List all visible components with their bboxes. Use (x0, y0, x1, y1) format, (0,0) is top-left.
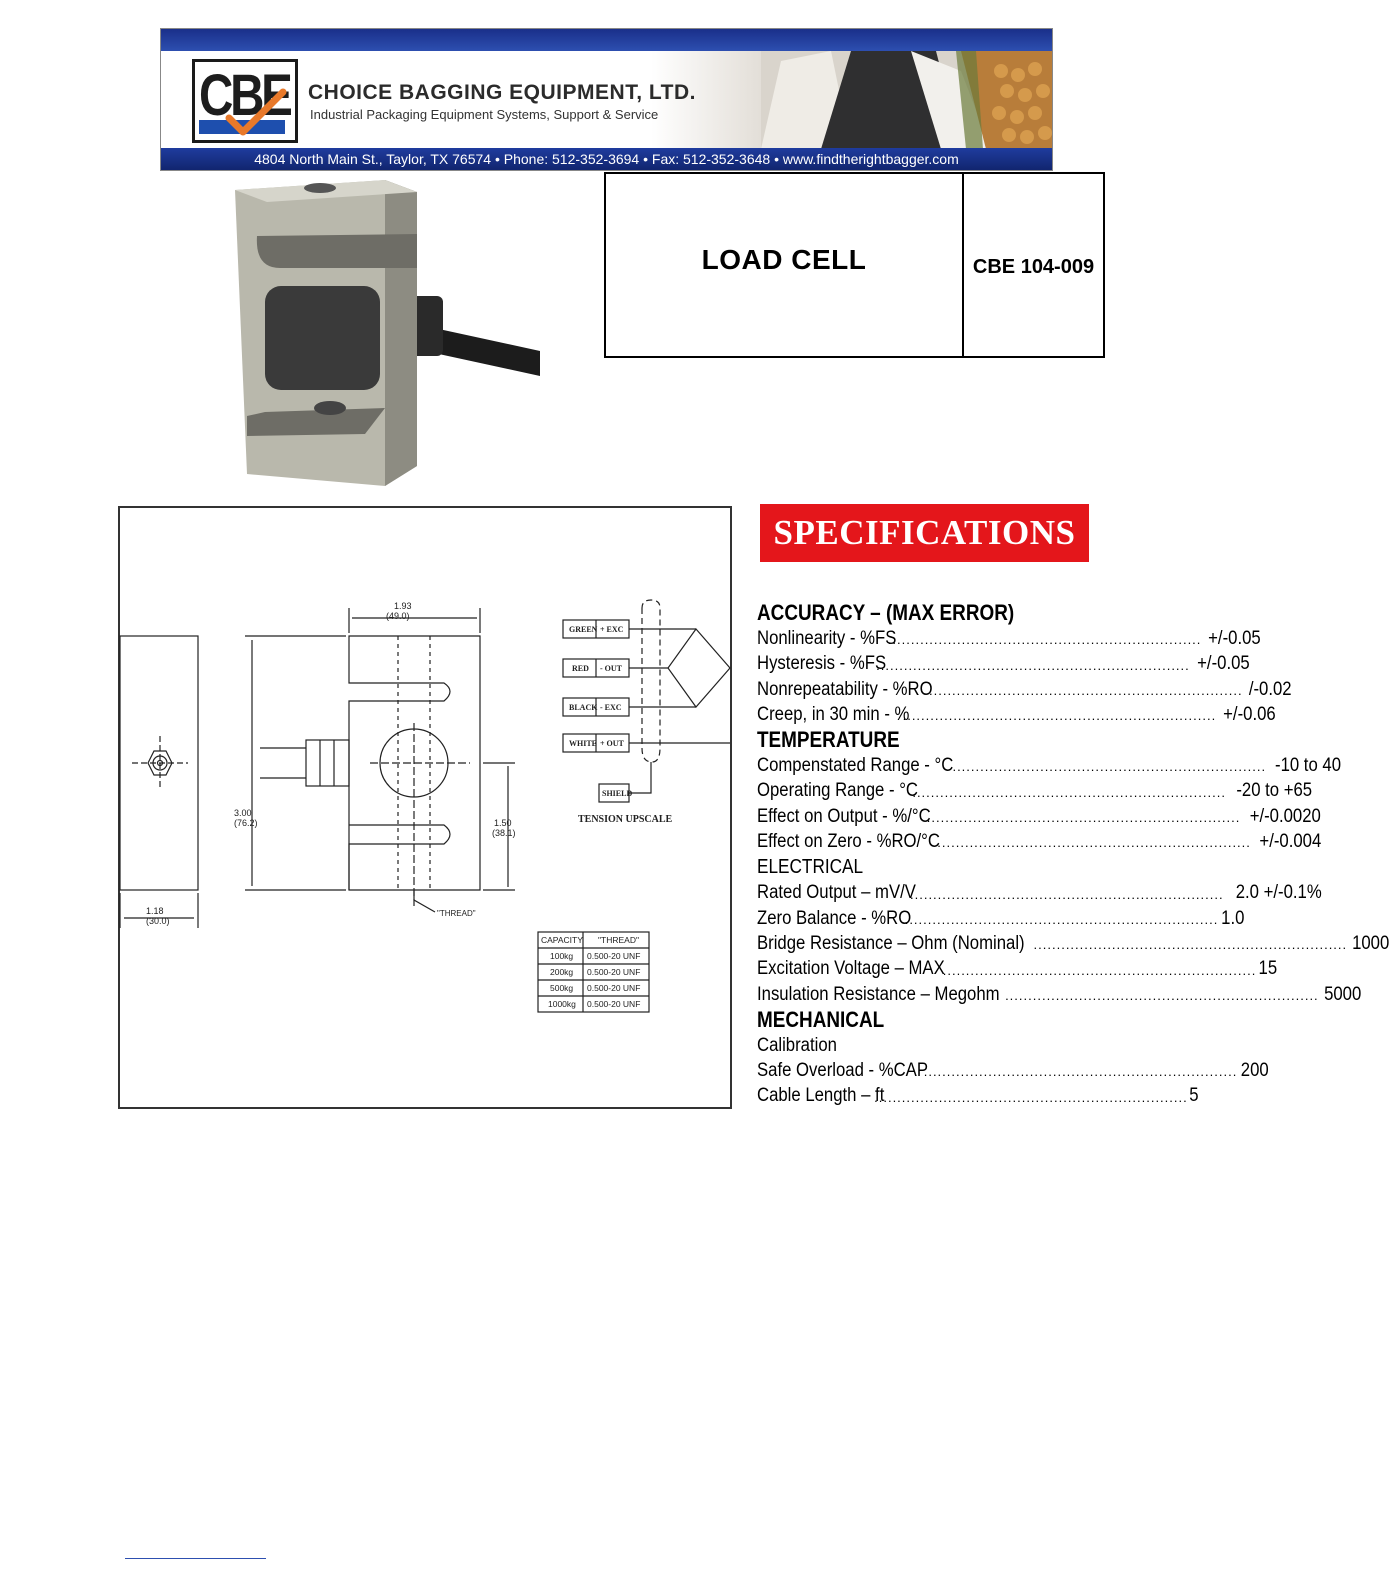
company-tagline: Industrial Packaging Equipment Systems, Support & Service (310, 107, 659, 122)
shield-label: SHIELD (602, 789, 633, 798)
spec-label: Compenstated Range - °C (757, 755, 954, 777)
spec-label: Effect on Output - %/°C (757, 805, 931, 827)
checkmark-icon (225, 88, 287, 138)
wire-green-color: GREEN (569, 625, 598, 634)
spec-row: Zero Balance - %RO .................................................................... 1.0 (757, 906, 1102, 931)
technical-drawing (118, 506, 732, 1109)
spec-label: Safe Overload - %CAP (757, 1060, 928, 1082)
spec-label: Effect on Zero - %RO/°C (757, 831, 940, 853)
wire-green-signal: + EXC (600, 625, 624, 634)
spec-label: Hysteresis - %FS (757, 653, 887, 675)
dim-center-mm: (38.1) (492, 828, 516, 838)
spec-label: Operating Range - °C (757, 780, 918, 802)
spec-label: Nonrepeatability - %RO (757, 678, 933, 700)
spec-value: -10 to 40 (1275, 755, 1342, 777)
title-box (604, 172, 1105, 358)
table-cell: 500kg (550, 983, 574, 993)
temperature-title: TEMPERATURE (757, 727, 900, 753)
spec-label: Calibration (757, 1034, 837, 1056)
wire-black-signal: - EXC (600, 703, 622, 712)
product-code: CBE 104-009 (972, 256, 1095, 278)
table-header-thread: "THREAD" (598, 935, 639, 945)
spec-row: Creep, in 30 min - % .................................................................... +/-0.06 (757, 702, 1102, 727)
table-cell: 0.500-20 UNF (587, 983, 641, 993)
table-cell: 0.500-20 UNF (587, 999, 641, 1009)
spec-label: Insulation Resistance – Megohm (757, 983, 1000, 1005)
spec-label: Nonlinearity - %FS (757, 628, 897, 649)
spec-value: 1000 (1352, 932, 1389, 954)
spec-value: 5000 (1323, 983, 1361, 1005)
wire-white-color: WHITE (569, 739, 598, 748)
product-title: LOAD CELL (701, 244, 867, 275)
mechanical-title: MECHANICAL (757, 1006, 885, 1032)
dim-height-mm: (76.2) (234, 818, 258, 828)
spec-row: Operating Range - °C .................................................................... -20 to +65 (757, 778, 1102, 803)
spec-value: -20 to +65 (1236, 780, 1313, 802)
tension-label: TENSION UPSCALE (578, 814, 673, 825)
dim-width: 1.93 (394, 601, 412, 611)
spec-value: /-0.02 (1248, 678, 1292, 700)
spec-label: Creep, in 30 min - % (757, 703, 910, 725)
contact-bar: 4804 North Main St., Taylor, TX 76574 • Phone: 512-352-3694 • Fax: 512-352-3648 • www.findtherightbagger.com (161, 148, 1052, 170)
spec-label: Excitation Voltage – MAX (757, 958, 945, 980)
table-cell: 0.500-20 UNF (587, 967, 641, 977)
spec-label: Rated Output – mV/V (757, 882, 916, 904)
wheatstone-bridge (668, 629, 730, 707)
spec-row: Nonlinearity - %FS .................................................................... +/-0.05 (757, 626, 1102, 651)
table-cell: 100kg (550, 951, 574, 961)
spec-row: Insulation Resistance – Megohm .................................................................... 5000 (757, 982, 1102, 1007)
product-sacks-image (761, 51, 1052, 149)
spec-row: Cable Length – ft .................................................................... 5 (757, 1083, 1102, 1108)
spec-row: Hysteresis - %FS .................................................................... +/-0.05 (757, 651, 1102, 676)
header-banner (160, 28, 1053, 171)
spec-value: 15 (1258, 958, 1278, 980)
spec-label: Zero Balance - %RO (757, 907, 912, 929)
cbe-logo (192, 59, 298, 143)
banner-top-bar (161, 29, 1052, 51)
spec-row: Safe Overload - %CAP .................................................................... 200 (757, 1058, 1102, 1083)
spec-value: +/-0.004 (1259, 831, 1322, 853)
specifications-heading: SPECIFICATIONS (760, 504, 1089, 562)
spec-value: 5 (1189, 1085, 1199, 1107)
logo-text: CBE (199, 63, 290, 128)
specifications-list (757, 600, 1389, 1109)
spec-value: +/-0.05 (1196, 653, 1250, 675)
dim-height: 3.00 (234, 808, 252, 818)
table-cell: 1000kg (548, 999, 576, 1009)
spec-label: Bridge Resistance – Ohm (Nominal) (757, 932, 1025, 954)
spec-value: 1.0 (1221, 907, 1245, 929)
spec-row: Nonrepeatability - %RO .................................................................... /-0.02 (757, 677, 1102, 702)
spec-value: +/-0.05 (1208, 628, 1262, 649)
table-cell: 200kg (550, 967, 574, 977)
spec-row: Rated Output – mV/V .................................................................... 2.0 +/-0.1% (757, 880, 1102, 905)
electrical-title: ELECTRICAL (757, 856, 864, 879)
spec-value: 2.0 +/-0.1% (1235, 882, 1322, 904)
spec-value: 200 (1241, 1060, 1270, 1082)
dim-center: 1.50 (494, 818, 512, 828)
load-cell-photo (225, 176, 540, 492)
spec-row: Bridge Resistance – Ohm (Nominal) .................................................................... 1000 (757, 931, 1102, 956)
dim-depth-mm: (30.0) (146, 916, 170, 926)
company-name: CHOICE BAGGING EQUIPMENT, LTD. (308, 81, 696, 104)
thread-callout: "THREAD" (437, 909, 476, 918)
spec-value: +/-0.06 (1223, 703, 1276, 725)
dim-width-mm: (49.0) (386, 611, 410, 621)
spec-row: Effect on Zero - %RO/°C .................................................................... +/-0.004 (757, 829, 1102, 854)
wire-red-color: RED (572, 664, 589, 673)
spec-row: Excitation Voltage – MAX .................................................................... 15 (757, 956, 1102, 981)
spec-value: +/-0.0020 (1250, 805, 1322, 827)
spec-label: Cable Length – ft (757, 1085, 885, 1107)
accuracy-title: ACCURACY – (MAX ERROR) (757, 600, 1015, 625)
spec-row: Compenstated Range - °C .................................................................... -10 to 40 (757, 753, 1102, 778)
drawing-canvas (120, 508, 730, 1107)
dim-depth: 1.18 (146, 906, 164, 916)
spec-row (757, 1033, 1102, 1058)
cable-gland (306, 740, 349, 786)
wire-white-signal: + OUT (600, 739, 624, 748)
table-header-capacity: CAPACITY (541, 935, 583, 945)
footer-rule (125, 1558, 266, 1559)
wire-black-color: BLACK (569, 703, 598, 712)
table-cell: 0.500-20 UNF (587, 951, 641, 961)
spec-row: Effect on Output - %/°C .................................................................... +/-0.0020 (757, 804, 1102, 829)
wire-red-signal: - OUT (600, 664, 622, 673)
